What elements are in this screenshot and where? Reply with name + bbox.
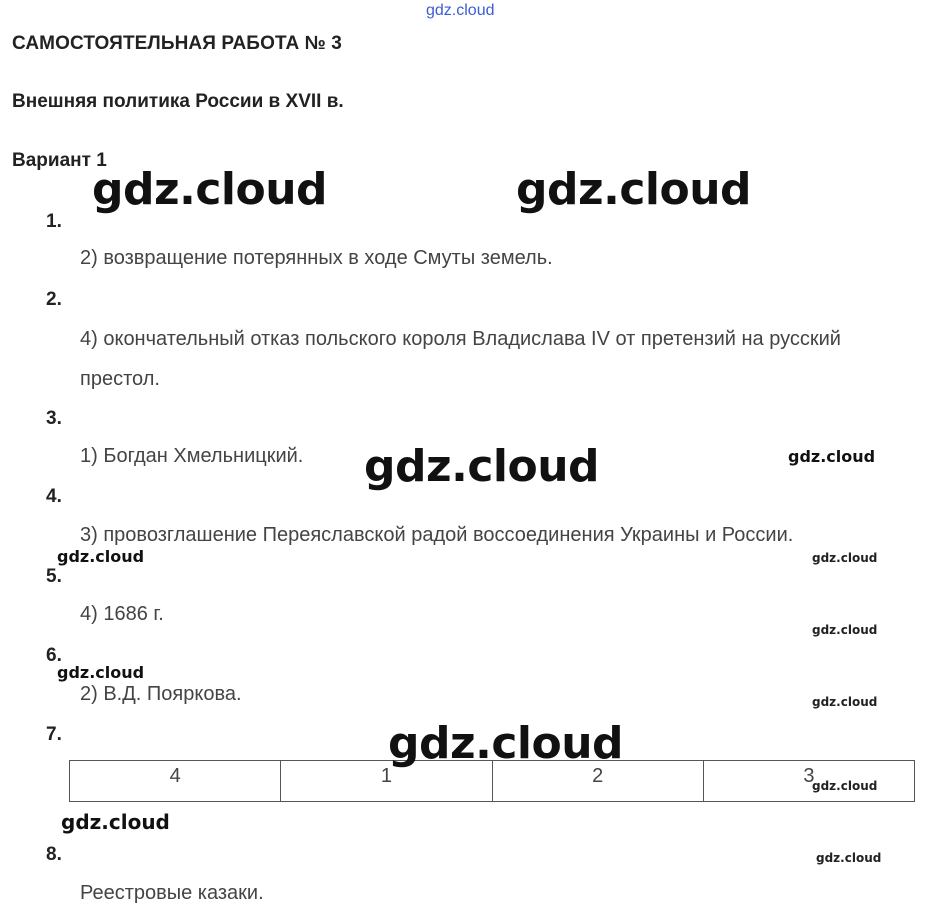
table-cell: 1 — [281, 761, 492, 802]
answer-1: 2) возвращение потерянных в ходе Смуты земель. — [80, 247, 553, 269]
watermark-large: gdz.cloud — [516, 164, 752, 215]
watermark-large: gdz.cloud — [92, 164, 328, 215]
answer-6: 2) В.Д. Пояркова. — [80, 683, 242, 705]
table-cell: 3 — [703, 761, 914, 802]
watermark-tiny: gdz.cloud — [816, 851, 882, 865]
answer-2: 4) окончательный отказ польского короля Владислава IV от претензий на русский престол. — [80, 328, 841, 390]
answer-5: 4) 1686 г. — [80, 603, 164, 625]
answer-4: 3) провозглашение Переяславской радой воссоединения Украины и России. — [80, 524, 794, 546]
question-number-6: 6. — [46, 645, 62, 666]
watermark-small: gdz.cloud — [57, 663, 145, 682]
watermark-small: gdz.cloud — [61, 810, 170, 834]
watermark-small: gdz.cloud — [788, 447, 876, 466]
watermark-tiny: gdz.cloud — [812, 551, 878, 565]
question-number-5: 5. — [46, 566, 62, 587]
question-number-4: 4. — [46, 486, 62, 507]
watermark-tiny: gdz.cloud — [812, 623, 878, 637]
watermark-tiny: gdz.cloud — [812, 695, 878, 709]
question-number-8: 8. — [46, 844, 62, 865]
page-title: САМОСТОЯТЕЛЬНАЯ РАБОТА № 3 — [12, 33, 342, 54]
answer-8: Реестровые казаки. — [80, 882, 264, 904]
table-cell: 2 — [492, 761, 703, 802]
watermark-tiny: gdz.cloud — [812, 779, 878, 793]
answer-3: 1) Богдан Хмельницкий. — [80, 445, 304, 467]
question-number-1: 1. — [46, 211, 62, 232]
question-number-7: 7. — [46, 724, 62, 745]
watermark-large: gdz.cloud — [364, 441, 600, 492]
question-number-3: 3. — [46, 408, 62, 429]
question-number-2: 2. — [46, 289, 62, 310]
watermark-top: gdz.cloud — [426, 2, 495, 19]
watermark-large: gdz.cloud — [388, 718, 624, 769]
variant-heading: Вариант 1 — [12, 150, 107, 171]
page-subtitle: Внешняя политика России в XVII в. — [12, 91, 344, 112]
watermark-small: gdz.cloud — [57, 547, 145, 566]
table-cell: 4 — [70, 761, 281, 802]
